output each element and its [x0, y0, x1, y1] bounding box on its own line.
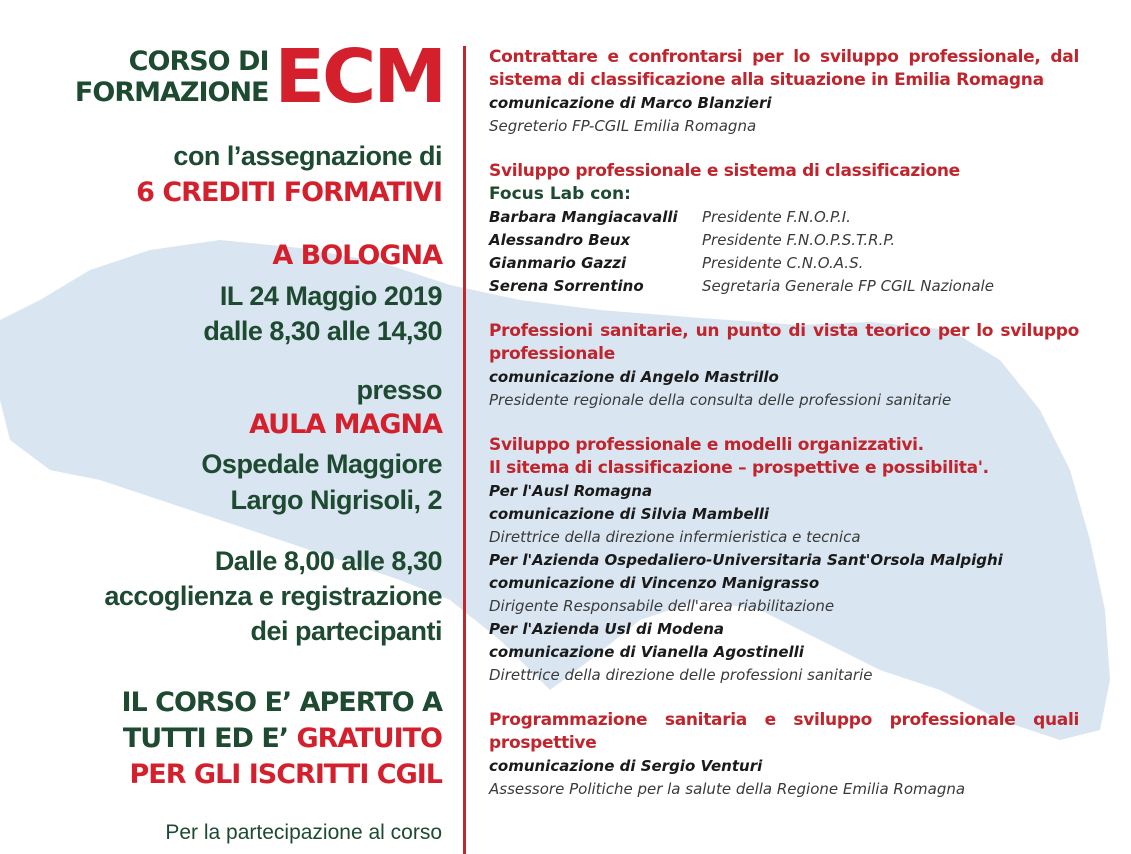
- city-line: A BOLOGNA: [272, 240, 442, 271]
- speaker-role: Direttrice della direzione infermieristica e tecnica: [489, 528, 861, 546]
- program-section-2: [489, 160, 1079, 298]
- panel-member: [489, 206, 1079, 229]
- focus-lab-label: Focus Lab con:: [489, 184, 631, 204]
- panel-member-role: Segretaria Generale FP CGIL Nazionale: [702, 277, 994, 295]
- date-line: IL 24 Maggio 2019: [219, 281, 442, 311]
- program-section-3: [489, 320, 1079, 412]
- section-title: Professioni sanitarie, un punto di vista teorico per lo sviluppo professionale: [489, 321, 1079, 364]
- speaker: comunicazione di Angelo Mastrillo: [489, 368, 779, 386]
- course-title-small: [75, 46, 269, 108]
- speaker: comunicazione di Sergio Venturi: [489, 757, 763, 775]
- organization: Per l'Ausl Romagna: [489, 482, 653, 500]
- program-column: [489, 46, 1079, 823]
- venue-line: AULA MAGNA: [249, 409, 442, 440]
- section-title: Sviluppo professionale e modelli organizzativi.: [489, 435, 924, 455]
- open-line-3: PER GLI ISCRITTI CGIL: [129, 759, 442, 790]
- presso-line: presso: [356, 375, 442, 405]
- free-text: GRATUITO: [296, 723, 442, 754]
- panel-member-role: Presidente C.N.O.A.S.: [702, 254, 864, 272]
- participation-note: Per la partecipazione al corso: [165, 821, 442, 844]
- panel-member: [489, 229, 1079, 252]
- registration-time: Dalle 8,00 alle 8,30: [214, 546, 442, 576]
- section-title: Contrattare e confrontarsi per lo sviluppo professionale, dal sistema di classificazione alla situazione in Emilia Romagna: [489, 47, 1079, 90]
- title-line-2: FORMAZIONE: [74, 77, 269, 108]
- assign-line: con l’assegnazione di: [173, 141, 442, 171]
- panel-member-name: Barbara Mangiacavalli: [489, 208, 678, 226]
- speaker: comunicazione di Marco Blanzieri: [489, 94, 772, 112]
- section-title: Programmazione sanitaria e sviluppo professionale quali prospettive: [489, 710, 1079, 753]
- speaker-role: Direttrice della direzione delle professioni sanitarie: [489, 666, 873, 684]
- speaker: comunicazione di Vianella Agostinelli: [489, 643, 804, 661]
- open-line-2: [123, 721, 442, 757]
- time-line: dalle 8,30 alle 14,30: [203, 316, 442, 346]
- open-line-1: IL CORSO E’ APERTO A: [121, 687, 442, 718]
- open-line-2-text: TUTTI ED E’: [122, 723, 297, 754]
- panel-member-role: Presidente F.N.O.P.I.: [702, 208, 851, 226]
- speaker-role: Presidente regionale della consulta delle professioni sanitarie: [489, 391, 952, 409]
- speaker: comunicazione di Vincenzo Manigrasso: [489, 574, 820, 592]
- event-info-column: [0, 0, 448, 854]
- speaker-role: Assessore Politiche per la salute della Regione Emilia Romagna: [489, 780, 966, 798]
- column-divider: [463, 46, 466, 854]
- organization: Per l'Azienda Ospedaliero-Universitaria Sant'Orsola Malpighi: [489, 551, 1003, 569]
- ecm-logo-text: ECM: [274, 34, 444, 120]
- section-title: Sviluppo professionale e sistema di classificazione: [489, 161, 960, 181]
- panel-member-name: Serena Sorrentino: [489, 277, 644, 295]
- panel-member-name: Alessandro Beux: [489, 231, 631, 249]
- panel-member-name: Gianmario Gazzi: [489, 254, 627, 272]
- panel-member: [489, 252, 1079, 275]
- panel-member-role: Presidente F.N.O.P.S.T.R.P.: [702, 231, 896, 249]
- organization: Per l'Azienda Usl di Modena: [489, 620, 725, 638]
- course-title: [74, 34, 444, 120]
- title-line-1: CORSO DI: [128, 46, 269, 77]
- registration-line-2: dei partecipanti: [250, 616, 442, 646]
- program-section-5: [489, 709, 1079, 801]
- speaker-role: Segreterio FP-CGIL Emilia Romagna: [489, 117, 757, 135]
- speaker-role: Dirigente Responsabile dell'area riabilitazione: [489, 597, 835, 615]
- registration-line-1: accoglienza e registrazione: [104, 581, 442, 611]
- panel-member: [489, 275, 1079, 298]
- address-line: Largo Nigrisoli, 2: [230, 485, 442, 515]
- program-section-1: [489, 46, 1079, 138]
- section-subtitle: Il sitema di classificazione – prospettive e possibilita'.: [489, 458, 989, 478]
- program-section-4: [489, 434, 1079, 687]
- venue-line-2: Ospedale Maggiore: [201, 449, 442, 479]
- credits-line: 6 CREDITI FORMATIVI: [136, 177, 442, 208]
- speaker: comunicazione di Silvia Mambelli: [489, 505, 770, 523]
